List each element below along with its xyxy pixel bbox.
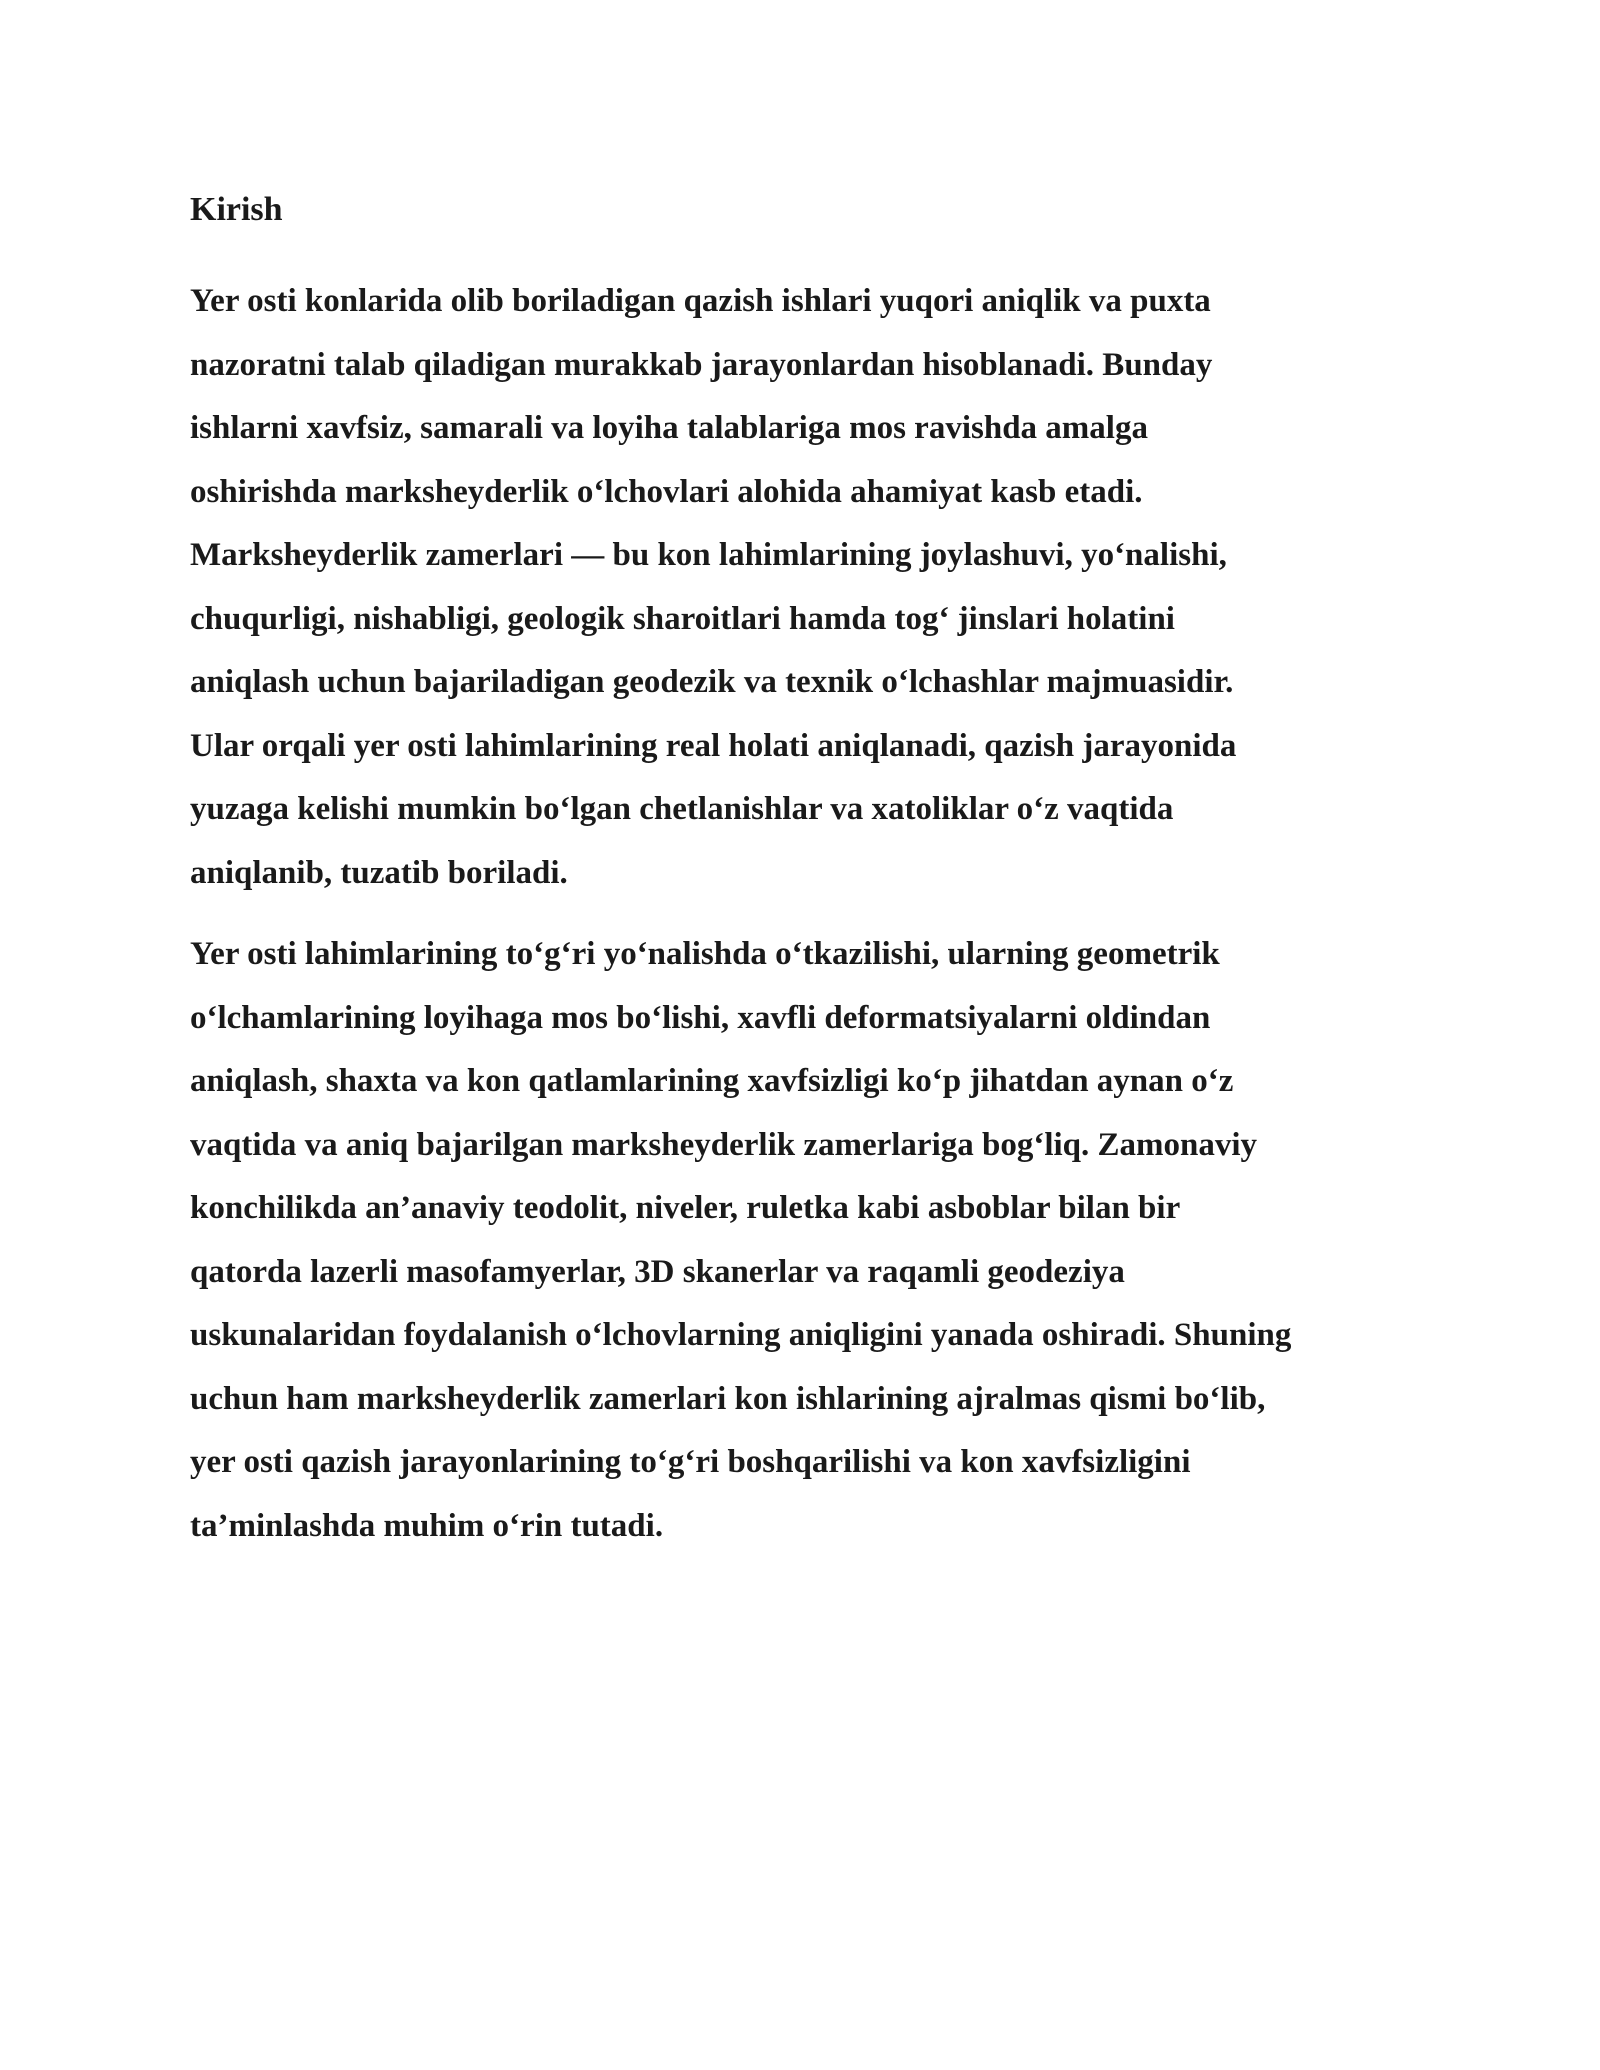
paragraph-line: aniqlanib, tuzatib boriladi. bbox=[190, 854, 568, 891]
paragraph-line: Yer osti lahimlarining to‘g‘ri yo‘nalishda o‘tkazilishi, ularning geometrik bbox=[190, 936, 1220, 972]
paragraph-line: chuqurligi, nishabligi, geologik sharoitlari hamda tog‘ jinslari holatini bbox=[190, 600, 1175, 637]
paragraph-line: uchun ham marksheyderlik zamerlari kon ishlarining ajralmas qismi bo‘lib, bbox=[190, 1380, 1266, 1417]
paragraph-line: yuzaga kelishi mumkin bo‘lgan chetlanishlar va xatoliklar o‘z vaqtida bbox=[190, 791, 1174, 827]
paragraph-line: aniqlash uchun bajariladigan geodezik va texnik o‘lchashlar majmuasidir. bbox=[190, 664, 1234, 700]
paragraph-line: Ular orqali yer osti lahimlarining real holati aniqlanadi, qazish jarayonida bbox=[190, 727, 1237, 764]
paragraph-line: Yer osti konlarida olib boriladigan qazish ishlari yuqori aniqlik va puxta bbox=[190, 283, 1211, 319]
paragraph-line: ta’minlashda muhim o‘rin tutadi. bbox=[190, 1507, 664, 1544]
paragraph-line: nazoratni talab qiladigan murakkab jarayonlardan hisoblanadi. Bunday bbox=[190, 346, 1213, 383]
paragraph-line: Marksheyderlik zamerlari — bu kon lahimlarining joylashuvi, yo‘nalishi, bbox=[190, 537, 1227, 573]
paragraph-1 bbox=[190, 270, 1440, 905]
document-body bbox=[190, 186, 1440, 1576]
paragraph-line: o‘lchamlarining loyihaga mos bo‘lishi, xavfli deformatsiyalarni oldindan bbox=[190, 999, 1211, 1036]
paragraph-line: qatorda lazerli masofamyerlar, 3D skanerlar va raqamli geodeziya bbox=[190, 1253, 1125, 1290]
paragraph-line: konchilikda an’anaviy teodolit, niveler, ruletka kabi asboblar bilan bir bbox=[190, 1190, 1181, 1226]
section-heading: Kirish bbox=[190, 191, 283, 228]
paragraph-line: ishlarni xavfsiz, samarali va loyiha talablariga mos ravishda amalga bbox=[190, 410, 1148, 446]
paragraph-line: vaqtida va aniq bajarilgan marksheyderlik zamerlariga bog‘liq. Zamonaviy bbox=[190, 1126, 1258, 1163]
paragraph-line: aniqlash, shaxta va kon qatlamlarining xavfsizligi ko‘p jihatdan aynan o‘z bbox=[190, 1063, 1234, 1099]
paragraph-line: uskunalaridan foydalanish o‘lchovlarning aniqligini yanada oshiradi. Shuning bbox=[190, 1317, 1292, 1353]
paragraph-2 bbox=[190, 923, 1440, 1558]
paragraph-line: oshirishda marksheyderlik o‘lchovlari alohida ahamiyat kasb etadi. bbox=[190, 473, 1143, 510]
paragraph-line: yer osti qazish jarayonlarining to‘g‘ri boshqarilishi va kon xavfsizligini bbox=[190, 1444, 1191, 1480]
